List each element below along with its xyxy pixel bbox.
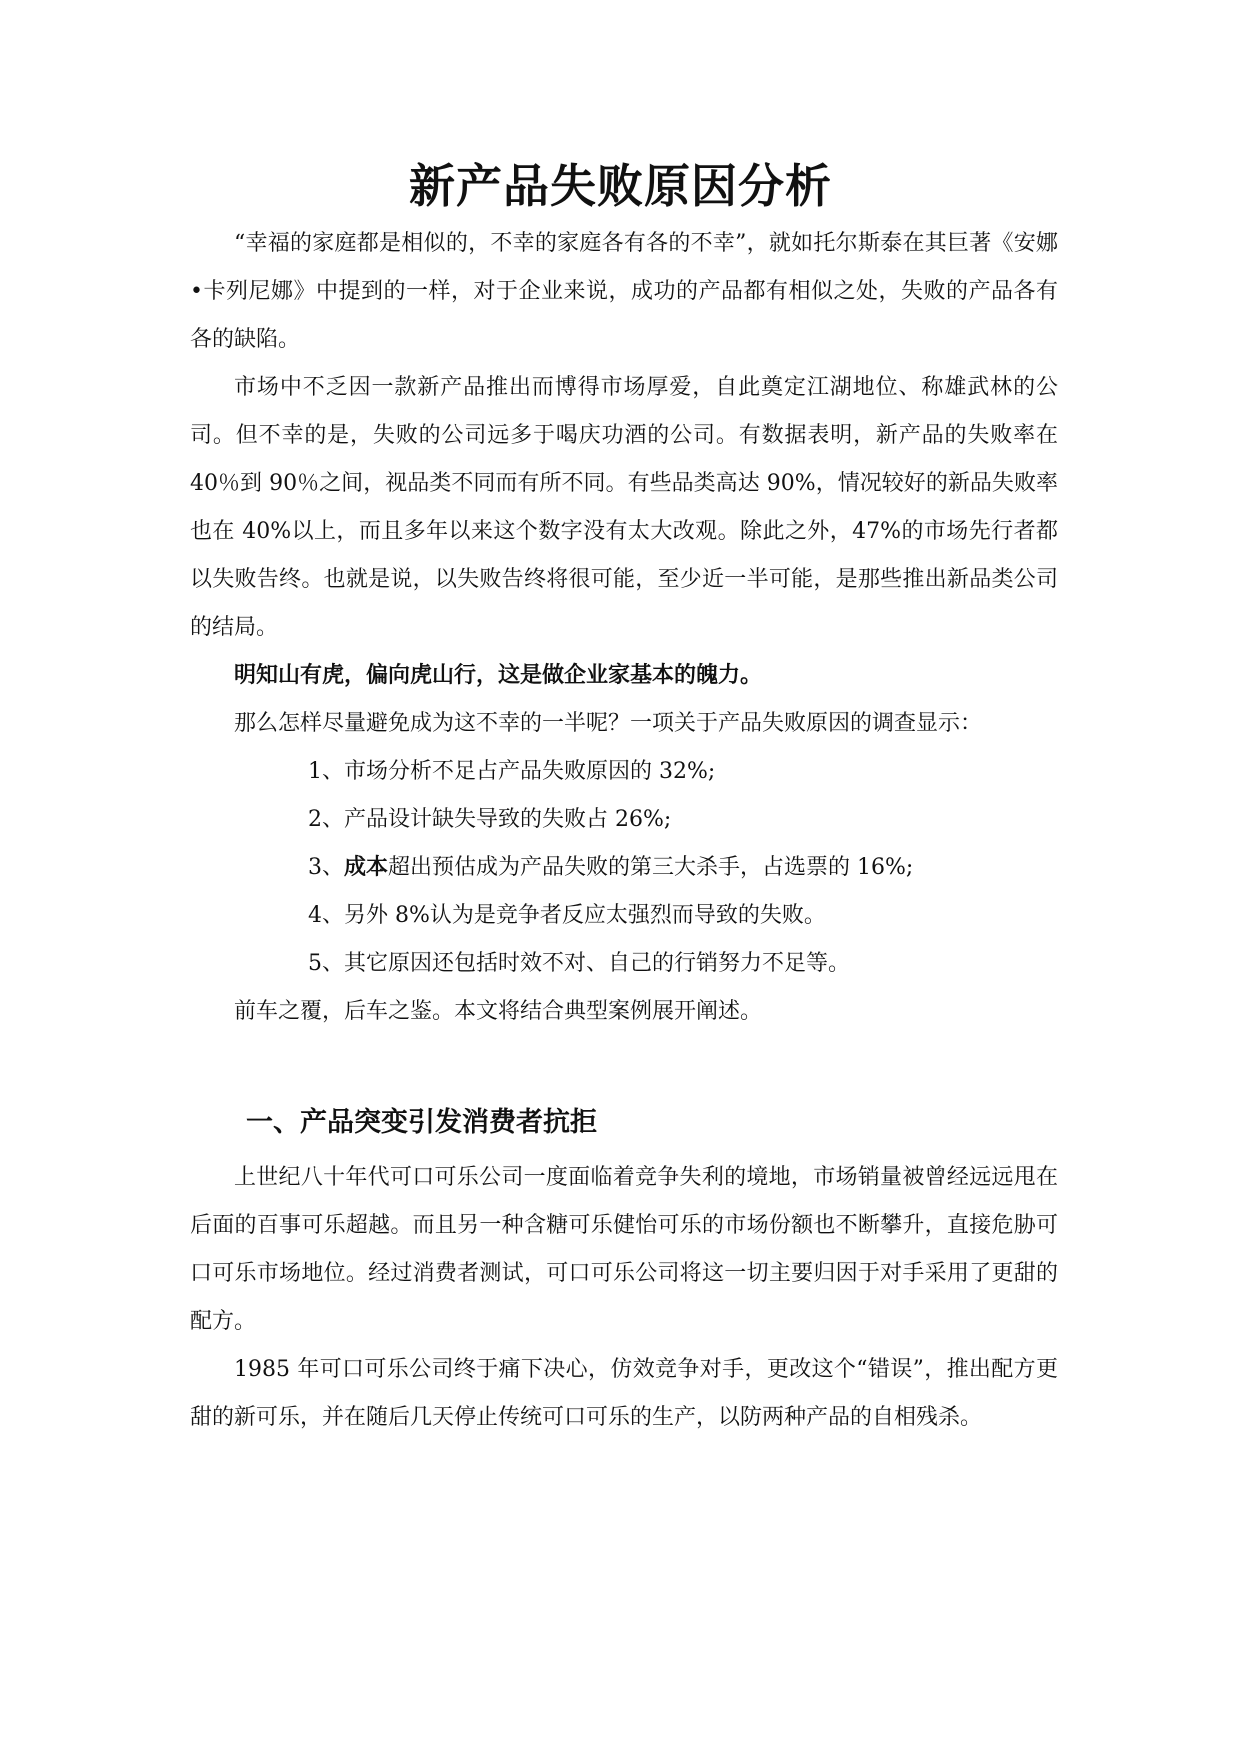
section-heading: 一、产品突变引发消费者抗拒 — [246, 1107, 597, 1138]
document-title: 新产品失败原因分析 — [409, 159, 832, 213]
list-item: 2、产品设计缺失导致的失败占 26%; — [308, 807, 672, 832]
intro-paragraph-1: “幸福的家庭都是相似的，不幸的家庭各有各的不幸”，就如托尔斯泰在其巨著《安娜•卡列尼娜》中提到的一样，对于企业来说，成功的产品都有相似之处，失败的产品各有各的缺陷。 — [190, 231, 1058, 352]
list-item: 4、另外 8%认为是竞争者反应太强烈而导致的失败。 — [308, 903, 826, 928]
list-item-bold-term: 成本 — [344, 855, 389, 880]
transition-paragraph: 前车之覆，后车之鉴。本文将结合典型案例展开阐述。 — [234, 999, 763, 1024]
intro-paragraph-2: 市场中不乏因一款新产品推出而博得市场厚爱，自此奠定江湖地位、称雄武林的公司。但不幸的是，失败的公司远多于喝庆功酒的公司。有数据表明，新产品的失败率在 40％到 90％之间，视品类不同而有所不同。有些品类高达 90%，情况较好的新品失败率也在 40%以上，而且多年以来这个数字没有太大改观。除此之外，47%的市场先行者都以失败告终。也就是说，以失败告终将很可能，至少近一半可能，是那些推出新品类公司的结局。 — [190, 375, 1058, 640]
section-spacer — [190, 1036, 1058, 1098]
emphasis-paragraph: 明知山有虎，偏向虎山行，这是做企业家基本的魄力。 — [234, 663, 763, 688]
survey-intro-paragraph: 那么怎样尽量避免成为这不幸的一半呢？一项关于产品失败原因的调查显示： — [234, 711, 983, 736]
failure-reasons-list — [190, 748, 1058, 988]
list-item-text: 超出预估成为产品失败的第三大杀手，占选票的 16%; — [388, 855, 914, 880]
list-item-number: 3、 — [308, 855, 344, 880]
document-body — [190, 220, 1058, 1442]
list-item: 5、其它原因还包括时效不对、自己的行销努力不足等。 — [308, 951, 850, 976]
list-item: 1、市场分析不足占产品失败原因的 32%; — [308, 759, 716, 784]
section-paragraph-1: 上世纪八十年代可口可乐公司一度面临着竞争失利的境地，市场销量被曾经远远甩在后面的百事可乐超越。而且另一种含糖可乐健怡可乐的市场份额也不断攀升，直接危胁可口可乐市场地位。经过消费者测试，可口可乐公司将这一切主要归因于对手采用了更甜的配方。 — [190, 1165, 1058, 1334]
section-paragraph-2: 1985 年可口可乐公司终于痛下决心，仿效竞争对手，更改这个“错误”，推出配方更甜的新可乐，并在随后几天停止传统可口可乐的生产，以防两种产品的自相残杀。 — [190, 1357, 1058, 1430]
list-item — [190, 844, 1058, 892]
